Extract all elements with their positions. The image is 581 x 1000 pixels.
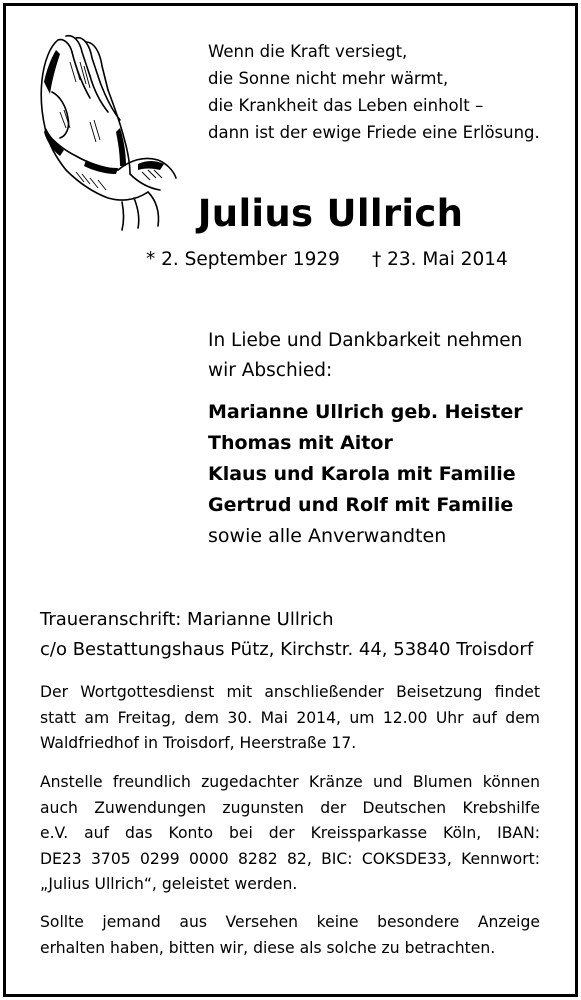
poem: [208, 38, 540, 146]
farewell-text: [208, 326, 522, 386]
birth-date: * 2. September 1929: [146, 249, 340, 270]
service-line: Waldfriedhof in Troisdorf, Heerstraße 17.: [40, 734, 357, 752]
mourner-name: Thomas mit Aitor: [208, 432, 393, 454]
notice-line: Sollte jemand aus Versehen keine besondere Anzeige: [40, 913, 540, 931]
address-line: c/o Bestattungshaus Pütz, Kirchstr. 44, 53840 Troisdorf: [40, 639, 534, 660]
service-line: Der Wortgottesdienst mit anschließender Beisetzung findet: [40, 683, 540, 701]
death-date: † 23. Mai 2014: [372, 249, 508, 270]
poem-line: die Krankheit das Leben einholt –: [208, 96, 484, 115]
poem-line: die Sonne nicht mehr wärmt,: [208, 69, 449, 88]
donation-line: Anstelle freundlich zugedachter Kränze und Blumen können: [40, 773, 540, 791]
mourning-address: [40, 605, 533, 665]
mourners-closing: sowie alle Anverwandten: [208, 525, 447, 547]
notice-line: erhalten haben, bitten wir, diese als solche zu betrachten.: [40, 938, 496, 957]
poem-line: dann ist der ewige Friede eine Erlösung.: [208, 123, 540, 142]
mourner-name: Gertrud und Rolf mit Familie: [208, 494, 514, 516]
poem-line: Wenn die Kraft versiegt,: [208, 42, 408, 61]
mourner-name: Klaus und Karola mit Familie: [208, 463, 516, 485]
address-line: Traueranschrift: Marianne Ullrich: [40, 609, 334, 630]
service-paragraph: [40, 680, 540, 757]
farewell-line: wir Abschied:: [208, 360, 333, 381]
service-line: statt am Freitag, dem 30. Mai 2014, um 12.00 Uhr auf dem: [40, 708, 540, 727]
donation-line: „Julius Ullrich“, geleistet werden.: [40, 875, 298, 893]
donation-line: DE23 3705 0299 0000 8282 82, BIC: COKSDE33, Kennwort:: [40, 849, 540, 868]
donation-paragraph: [40, 770, 540, 898]
mourners-list: [208, 397, 523, 552]
notice-paragraph: [40, 910, 540, 961]
deceased-name: Julius Ullrich: [197, 192, 464, 235]
donation-line: auch Zuwendungen zugunsten der Deutschen Krebshilfe: [40, 798, 540, 817]
mourner-name: Marianne Ullrich geb. Heister: [208, 401, 523, 423]
farewell-line: In Liebe und Dankbarkeit nehmen: [208, 330, 523, 351]
donation-line: e.V. auf das Konto bei der Kreissparkasse Köln, IBAN:: [40, 824, 540, 842]
